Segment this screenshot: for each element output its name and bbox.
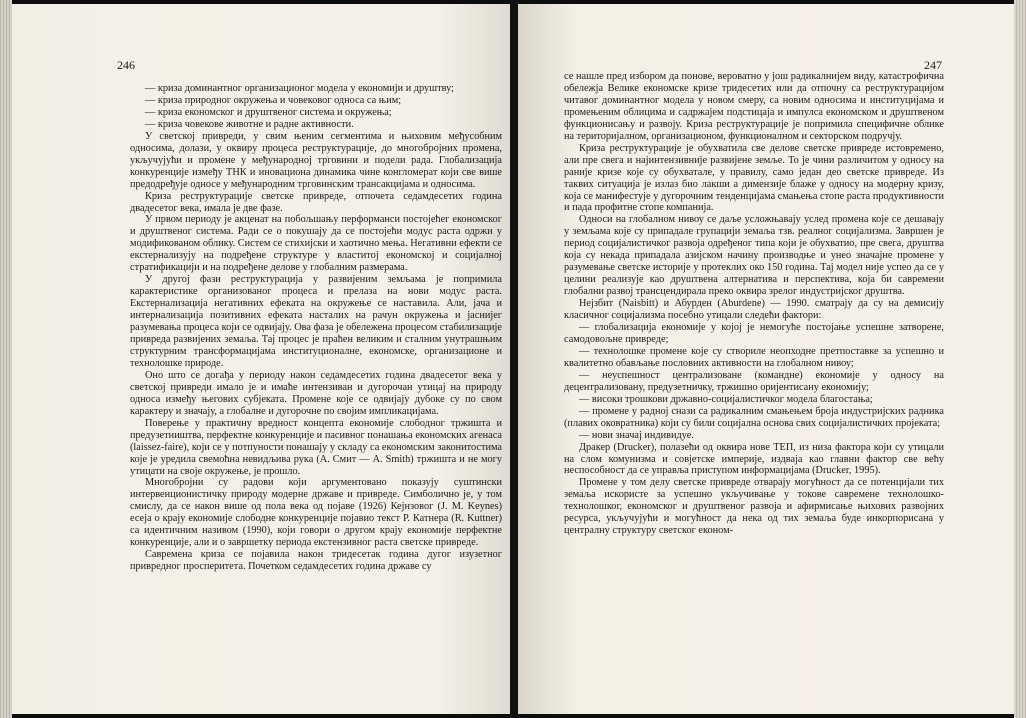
paragraph: се нашле пред избором да понове, вероватно у још радикалнијем виду, катастрофична обележја Велике економске кризе тридесетих или да отпочну са реструктурацијом читавог доминантног модела у новом смеру, са новим односима и институцијама и промењеним облицима и садржајем подстицаја и импулса економском и друштвеном функционисању и развоју. Криза реструктурације је попримила специфичне облике на територијалном, организационом, функционалном и секторском подручју.	[564, 71, 944, 142]
left-page-text	[130, 83, 502, 573]
page-number-right: 247	[924, 58, 942, 72]
page-edges-left	[0, 0, 12, 718]
page-number-left: 246	[117, 58, 135, 72]
paragraph: — неуспешност централизоване (командне) економије у односу на децентрализовану, предузетничку, тржишно оријентисану економију;	[564, 369, 944, 393]
paragraph: У другој фази реструктурација у развијеним земљама је попримила карактеристике организованог процеса и прелаза на нови модус раста. Екстернализација негативних ефеката на окружење се наставила. Али, јача и интернализација позитивних ефеката насталих на рачун окружења и јаснијег разумевања процеса који се одвијају. Ова фаза је обележена процесом стабилизације привреда развијених земаља. Тај процес је праћен великим и сталним унутрашњим структурним трансформацијама институционалне, економске, организационе и технолошке природе.	[130, 274, 502, 369]
paragraph: — криза природног окружења и човековог односа са њим;	[145, 94, 402, 106]
right-page	[518, 4, 1014, 714]
left-page	[12, 4, 512, 714]
paragraph: — промене у радној снази са радикалним смањењем броја индустријских радника (плавих оковратника) који су били социјална основа свих социјалистичких пројеката;	[564, 405, 944, 429]
paragraph: Нејзбит (Naisbitt) и Абурден (Aburdene) — 1990. сматрају да су на демисију класичног социјализма посебно утицали следећи фактори:	[564, 298, 944, 322]
paragraph: Оно што се догађа у периоду након седамдесетих година двадесетог века у светској привреди имало је и имаће интензиван и дугорочан утицај на природу односа између његових субјеката. Промене које се одвијају дубоке су по свом карактеру и значају, а глобалне и дугорочне по својим импликацијама.	[130, 369, 502, 417]
paragraph: Дракер (Drucker), полазећи од оквира нове ТЕП, из низа фактора који су утицали на слом комунизма и совјетске империје, издваја као главни фактор све већу неспособност да се управља приступом информацијама (Drucker, 1995).	[564, 441, 944, 477]
paragraph: — криза доминантног организационог модела у економији и друштву;	[145, 83, 454, 94]
paragraph: — технолошке промене које су створиле неопходне претпоставке за успешно и квалитетно обављање пословних активности на глобалном нивоу;	[564, 345, 944, 369]
paragraph: У светској привреди, у свим њеним сегментима и њиховим међусобним односима, долази, у оквиру процеса реструктурације, до многобројних промена, укључујући и промене у међународној трговини и подели рада. Глобализација конкуренције између ТНК и иновациона динамика чине конгломерат који све више предодређује односе у међународним трговинским трансакцијама и односима.	[130, 130, 502, 190]
paragraph: Криза реструктурације је обухватила све делове светске привреде истовремено, али пре свега и најинтензивније развијене земље. То је чини различитом у односу на раније кризе које су обухватале, у правилу, само један део светске привреде. Из таквих ситуација је излаз био лакши а димензије блаже у односу на модерну кризу, која се манифестује у дугорочним тенденцијама смањења стопе раста продуктивности и пада профитне стопе компанија.	[564, 142, 944, 214]
paragraph: У првом периоду је акценат на побољшању перформанси постојећег економског и друштвеног система. Ради се о покушају да се постојећи модус раста одржи у модификованом облику. Систем се стихијски и хаотично мења. Негативни ефекти се екстернализују на подређене структуре у властитој економској и социјалној стратификацији и на подређене делове у глобалним размерама.	[130, 214, 502, 274]
paragraph: — криза човекове животне и радне активности.	[145, 118, 354, 130]
paragraph: — нови значај индивидуе.	[579, 429, 694, 441]
page-edges-right	[1014, 0, 1026, 718]
right-page-text	[564, 71, 944, 537]
paragraph: Поверење у практичну вредност концепта економије слободног тржишта и предузетништва, перфектне конкуренције и пасивног понашања економских агенаса (laissez-faire), који се у потпуности понашају у складу са економским законитостима које је уредила свемоћна невидљива рука (А. Смит — A. Smith) тржишта и не могу утицати на своје окружење, је прошло.	[130, 417, 502, 477]
paragraph: — високи трошкови државно-социјалистичког модела благостања;	[579, 393, 873, 405]
paragraph: Промене у том делу светске привреде отварају могућност да се потенцијали тих земаља искористе за успешно укључивање у токове савремене технолошко-технолошког, економског и друштвеног развоја и афирмисање њихових развојних ресурса, укључујући и могућност да нека од тих земаља буде инкорпорисана у централну структуру светског економ-	[564, 477, 944, 537]
paragraph: Криза реструктурације светске привреде, отпочета седамдесетих година двадесетог века, имала је две фазе.	[130, 190, 502, 214]
paragraph: Многобројни су радови који аргументовано показују суштински интервенционистичку природу модерне државе и привреде. Симболично је, у том смислу, да се након више од пола века од појаве (1926) Кејнзовог (J. M. Keynes) есеја о крају економије слободне конкуренције појавио текст Р. Катнера (R. Kuttner) са идентичним називом (1990), који говори о другом крају економије перфектне конкуренције, али и о завршетку периода екстензивног раста светске привреде.	[130, 477, 502, 549]
paragraph: — глобализација економије у којој је немогуће постојање успешне затворене, самодовољне привреде;	[564, 322, 944, 345]
paragraph: Савремена криза се појавила након тридесетак година дугог изузетног привредног просперитета. Почетком седамдесетих година државе су	[130, 549, 502, 573]
paragraph: Односи на глобалном нивоу се даље усложњавају услед промена које се дешавају у земљама које су припадале групацији земаља тзв. реалног социјализма. Завршен је период социјалистичког развоја одређеног типа који је обухватио, пре свега, друштва која су некада припадала азијском начину производње и унео значајне промене у разумевање светске историје у протеклих око 150 година. Тај модел није успео да се у целини реализује као друштвена алтернатива и перспектива, која би савремени глобални развој трансцендирала преко оквира зрелог индустријског друштва.	[564, 214, 944, 298]
paragraph: — криза економског и друштвеног система и окружења;	[145, 106, 392, 118]
